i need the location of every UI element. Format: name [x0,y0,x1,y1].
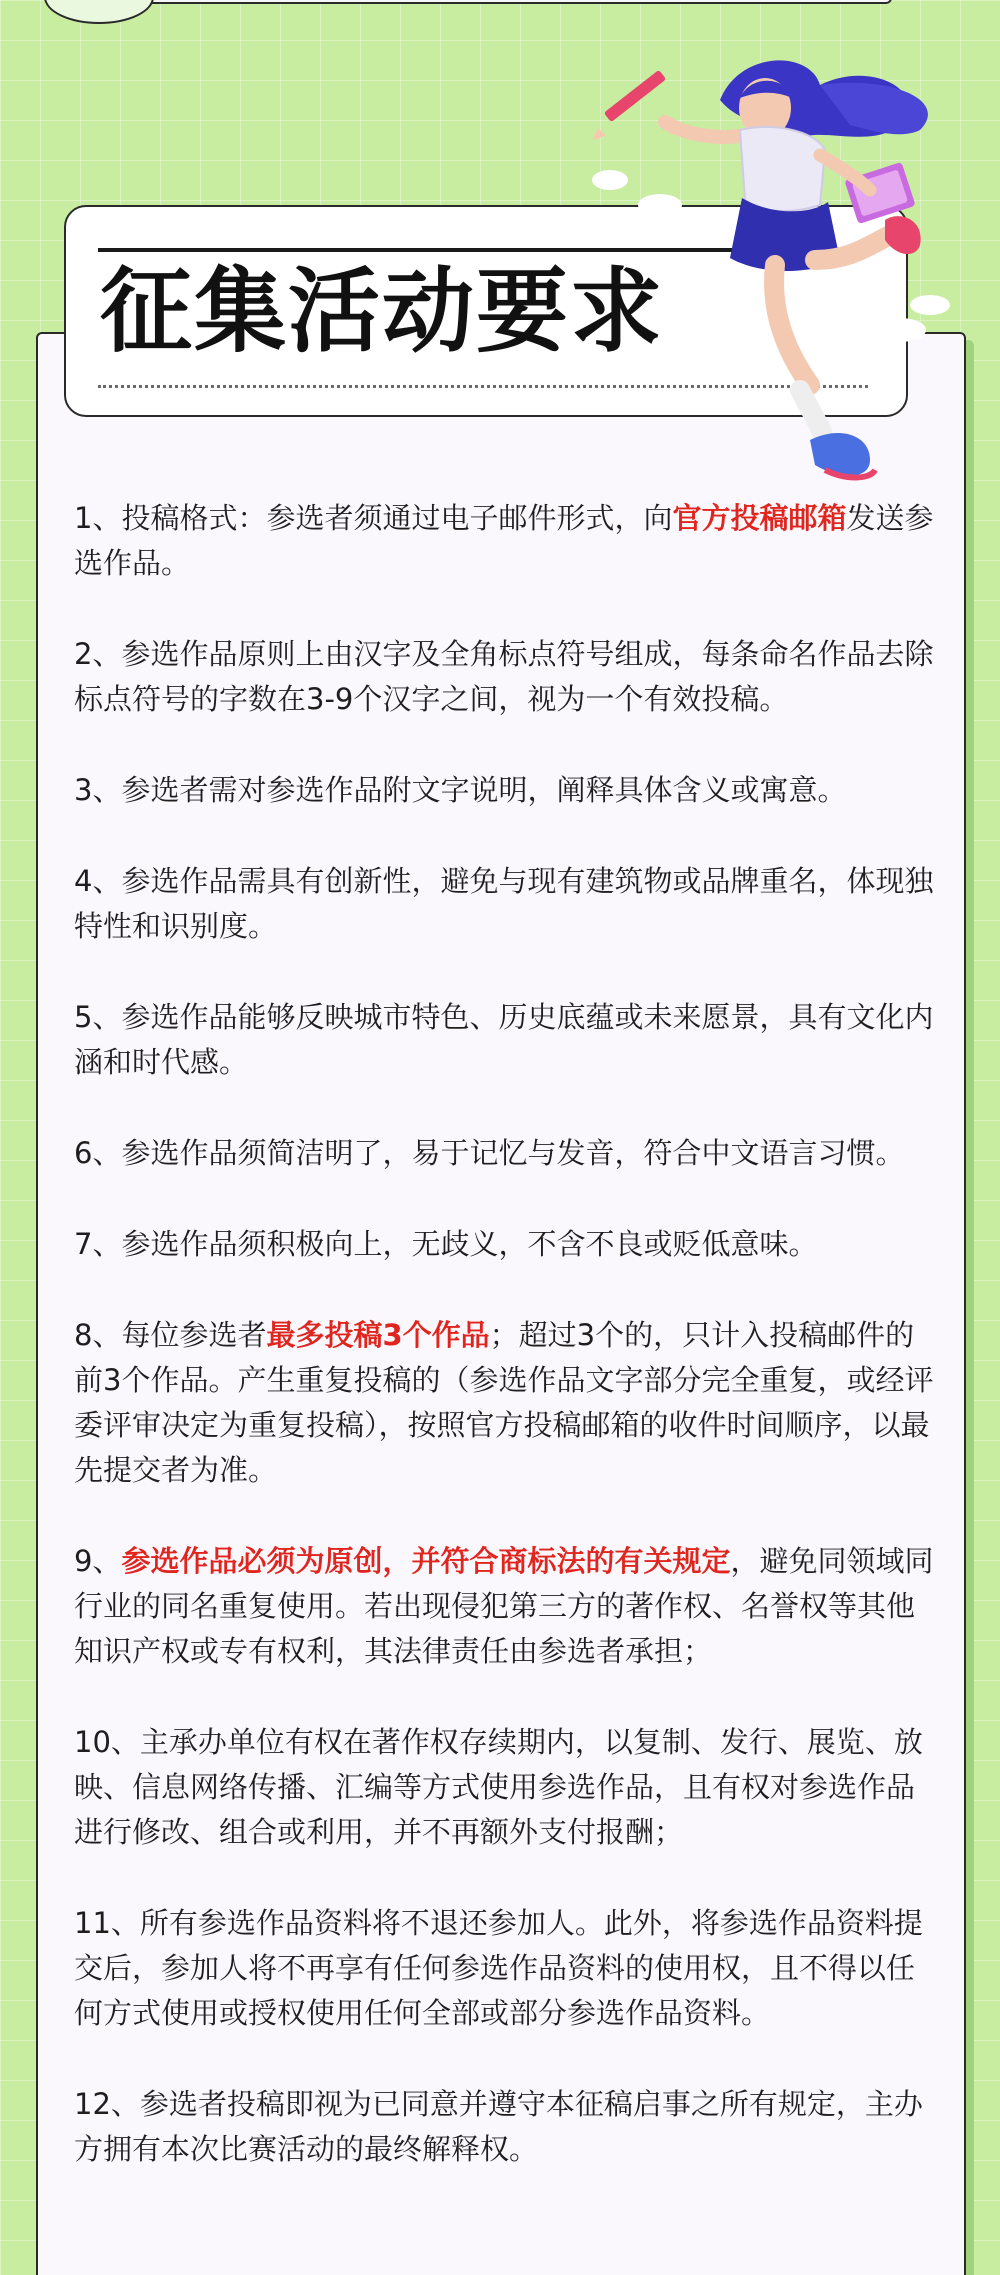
requirement-item [74,768,934,813]
top-decoration [44,0,154,24]
requirement-item [74,632,934,722]
requirement-item [74,1131,934,1176]
requirement-item [74,2082,934,2172]
requirement-text: 5、参选作品能够反映城市特色、历史底蕴或未来愿景，具有文化内涵和时代感。 [74,1000,934,1079]
requirement-item [74,496,934,586]
requirement-text: 6、参选作品须简洁明了，易于记忆与发音，符合中文语言习惯。 [74,1136,905,1170]
requirement-text: 10、主承办单位有权在著作权存续期内，以复制、发行、展览、放映、信息网络传播、汇编等方式使用参选作品，且有权对参选作品进行修改、组合或利用，并不再额外支付报酬； [74,1725,923,1849]
requirement-text: 7、参选作品须积极向上，无歧义，不含不良或贬低意味。 [74,1227,818,1261]
requirement-item [74,859,934,949]
requirement-text: 9、 [74,1544,122,1578]
requirement-item [74,1720,934,1855]
requirement-text: 2、参选作品原则上由汉字及全角标点符号组成，每条命名作品去除标点符号的字数在3-9个汉字之间，视为一个有效投稿。 [74,637,934,716]
requirement-text: ，避免同领域同行业的同名重复使用。若出现侵犯第三方的著作权、名誉权等其他知识产权或专有权利，其法律责任由参选者承担； [74,1544,934,1668]
top-banner-strip [62,0,892,4]
requirement-highlight: 参选作品必须为原创，并符合商标法的有关规定 [121,1544,731,1578]
requirement-item [74,1901,934,2036]
requirement-text: ；超过3个的，只计入投稿邮件的前3个作品。产生重复投稿的（参选作品文字部分完全重复，或经评委评审决定为重复投稿），按照官方投稿邮箱的收件时间顺序，以最先提交者为准。 [74,1318,934,1487]
requirement-text: 1、投稿格式：参选者须通过电子邮件形式，向 [74,501,673,535]
requirement-item [74,1539,934,1674]
requirement-item [74,1222,934,1267]
requirement-text: 3、参选者需对参选作品附文字说明，阐释具体含义或寓意。 [74,773,847,807]
requirement-text: 8、每位参选者 [74,1318,267,1352]
requirement-text: 11、所有参选作品资料将不退还参加人。此外，将参选作品资料提交后，参加人将不再享有任何参选作品资料的使用权，且不得以任何方式使用或授权使用任何全部或部分参选作品资料。 [74,1906,923,2030]
requirement-text: 发送参选作品。 [74,501,934,580]
girl-with-pencil-and-book-illustration [570,30,990,500]
requirement-text: 12、参选者投稿即视为已同意并遵守本征稿启事之所有规定，主办方拥有本次比赛活动的最终解释权。 [74,2087,923,2166]
requirement-item [74,1313,934,1493]
page-title: 征集活动要求 [100,258,665,365]
requirement-highlight: 官方投稿邮箱 [672,501,847,535]
requirement-item [74,995,934,1085]
requirement-highlight: 最多投稿3个作品 [266,1318,490,1352]
requirement-text: 4、参选作品需具有创新性，避免与现有建筑物或品牌重名，体现独特性和识别度。 [74,864,934,943]
requirements-list [74,496,934,2218]
